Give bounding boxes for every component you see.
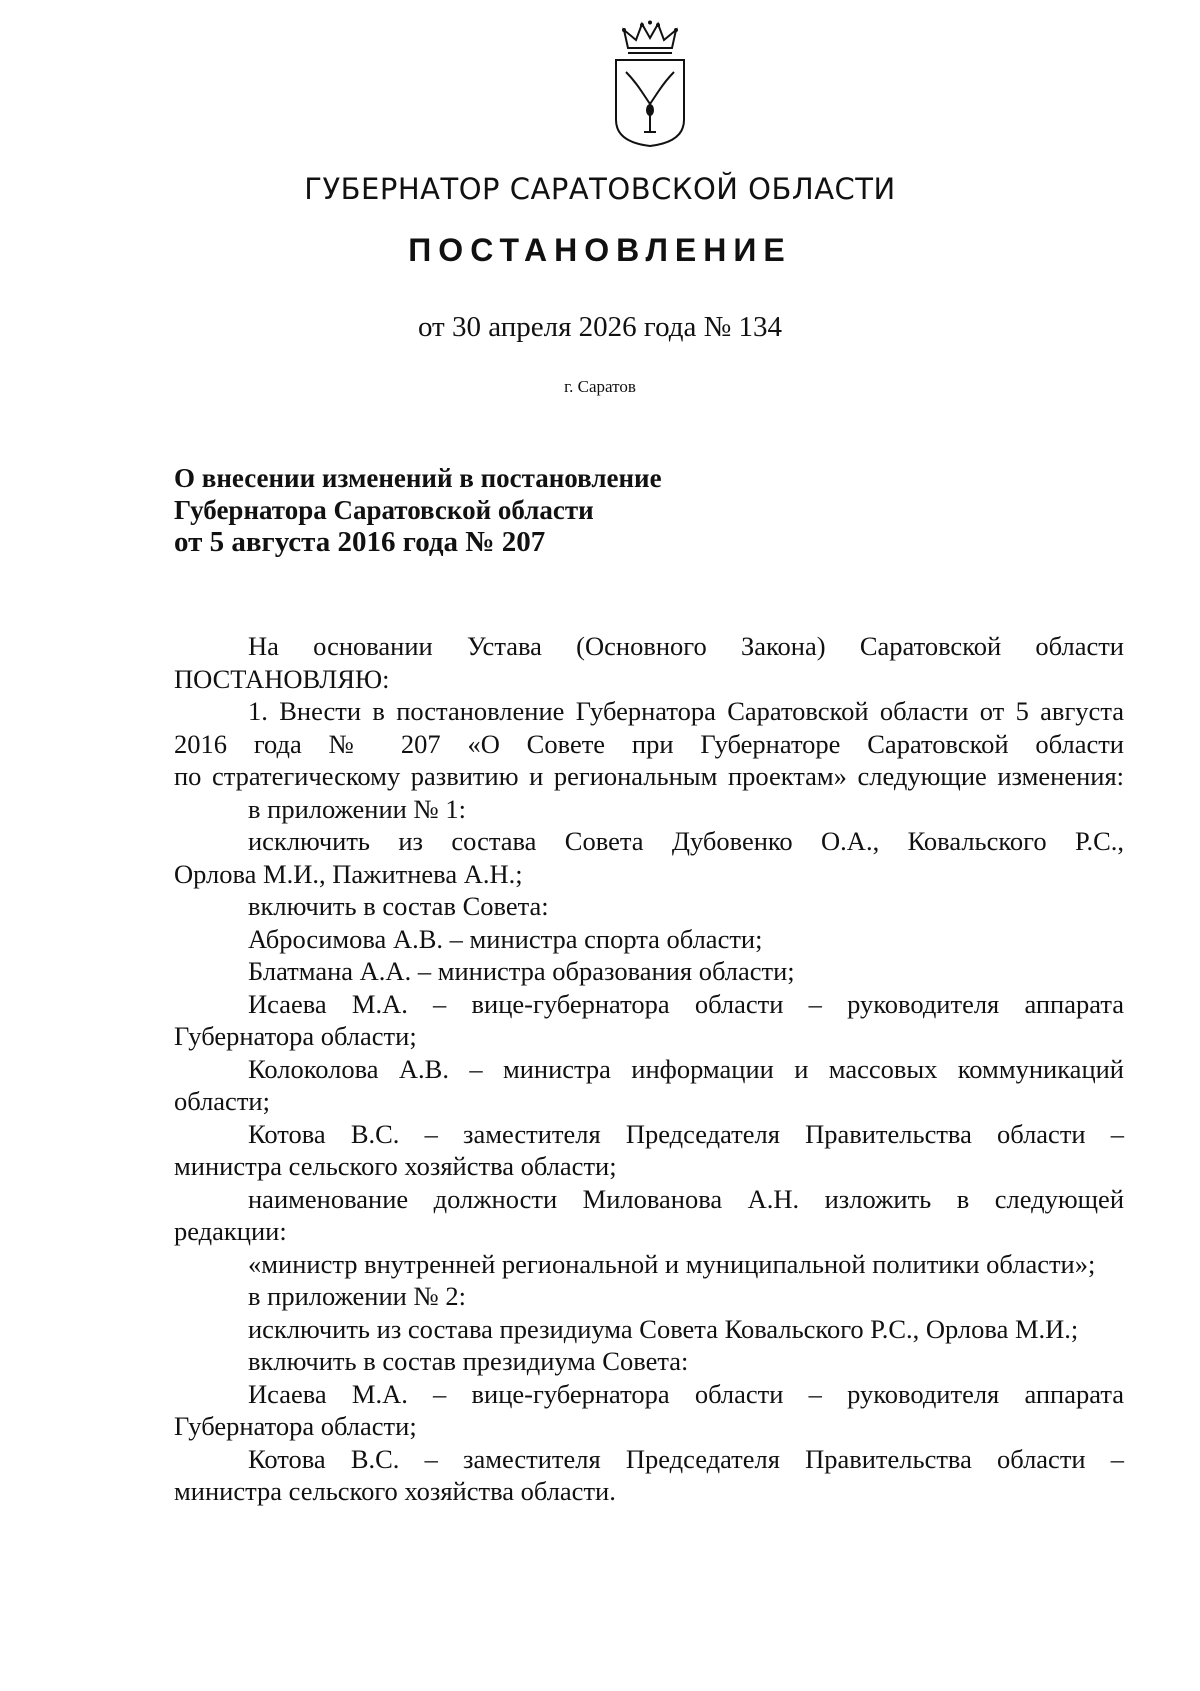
rename-quote: «министр внутренней региональной и муниципальной политики области»; [248, 1248, 1096, 1279]
include-1-heading: включить в состав Совета: [248, 891, 549, 921]
subject-line-2: Губернатора Саратовской области [174, 495, 594, 525]
coat-of-arms-icon [612, 20, 688, 148]
subject-line-1: О внесении изменений в постановление [174, 463, 662, 493]
member-kolokolov-line-1: Колоколова А.В. – министра информации и массовых коммуникаций [248, 1053, 1124, 1084]
document-type: ПОСТАНОВЛЕНИЕ [408, 232, 792, 268]
appendix-2-heading: в приложении № 2: [248, 1281, 466, 1311]
document-subject [174, 462, 662, 558]
presidium-isaev-line-1: Исаева М.А. – вице-губернатора области – руководителя аппарата [248, 1378, 1124, 1409]
member-kotov-line-1: Котова В.С. – заместителя Председателя Правительства области – [248, 1118, 1124, 1149]
item-1-line-1: 1. Внести в постановление Губернатора Саратовской области от 5 августа [248, 696, 1124, 726]
include-2-heading: включить в состав президиума Совета: [248, 1346, 689, 1376]
item-1-line-3: по стратегическому развитию и региональным проектам» следующие изменения: [174, 761, 1124, 791]
member-blatman: Блатмана А.А. – министра образования области; [248, 956, 795, 986]
presidium-isaev-line-2: Губернатора области; [174, 1411, 417, 1441]
member-isaev-line-1: Исаева М.А. – вице-губернатора области – руководителя аппарата [248, 988, 1124, 1019]
presidium-kotov-line-1: Котова В.С. – заместителя Председателя Правительства области – [248, 1443, 1124, 1474]
appendix-1-heading: в приложении № 1: [248, 793, 466, 824]
document-date-number: от 30 апреля 2026 года № 134 [417, 311, 783, 343]
basis-line-2: ПОСТАНОВЛЯЮ: [174, 663, 390, 694]
member-abrosimov: Абросимова А.В. – министра спорта области; [248, 923, 763, 954]
rename-line-1: наименование должности Милованова А.Н. изложить в следующей [248, 1183, 1124, 1214]
document-city: г. Саратов [564, 377, 636, 396]
member-kotov-line-2: министра сельского хозяйства области; [174, 1151, 617, 1181]
issuing-authority: ГУБЕРНАТОР САРАТОВСКОЙ ОБЛАСТИ [304, 172, 896, 206]
item-1-line-2: 2016 года № 207 «О Совете при Губернаторе Саратовской области [174, 728, 1124, 759]
member-isaev-line-2: Губернатора области; [174, 1021, 417, 1051]
presidium-kotov-line-2: министра сельского хозяйства области. [174, 1476, 616, 1506]
document-body [174, 630, 1124, 1508]
exclude-2-line: исключить из состава президиума Совета Ковальского Р.С., Орлова М.И.; [248, 1313, 1079, 1344]
member-kolokolov-line-2: области; [174, 1086, 270, 1116]
rename-line-2: редакции: [174, 1216, 287, 1246]
exclude-1-line-1: исключить из состава Совета Дубовенко О.А., Ковальского Р.С., [248, 826, 1124, 856]
subject-line-3: от 5 августа 2016 года № 207 [174, 526, 546, 558]
exclude-1-line-2: Орлова М.И., Пажитнева А.Н.; [174, 858, 523, 889]
basis-line-1: На основании Устава (Основного Закона) Саратовской области [248, 631, 1124, 661]
